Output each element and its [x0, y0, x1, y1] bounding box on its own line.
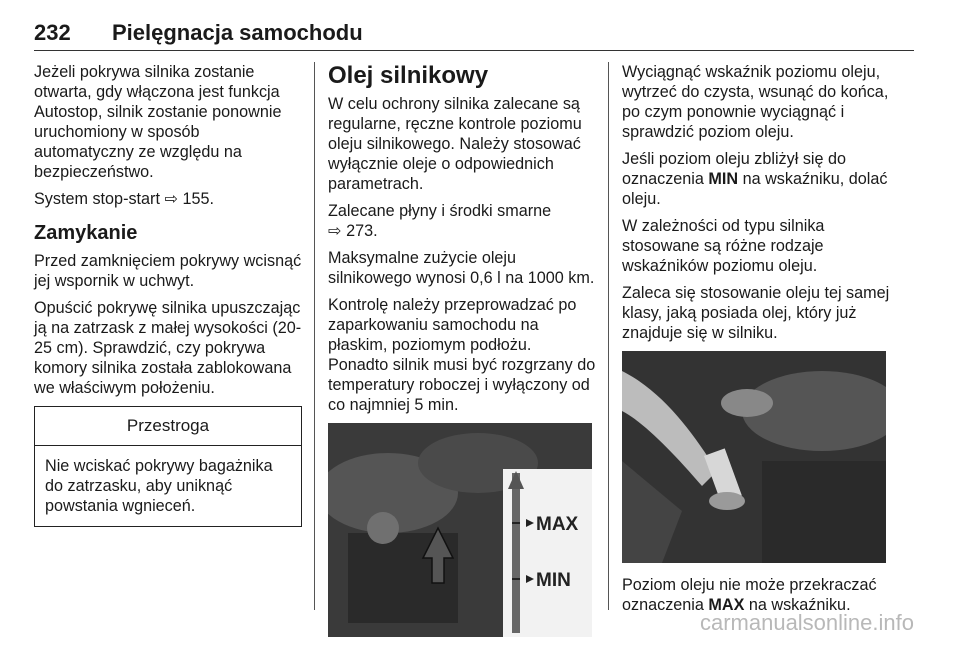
paragraph: Opuścić pokrywę silnika upuszczając ją na zatrzask z małej wysokości (20-25 cm). Sprawdzić, czy pokrywa komory silnika została zablokowana we właściwym położeniu. — [34, 299, 302, 397]
page-ref-icon: ⇨ — [328, 222, 342, 240]
paragraph: Poziom oleju nie może przekraczać oznaczenia MAX na wskaźniku. — [622, 576, 877, 614]
warning-box — [34, 406, 302, 527]
paragraph: W celu ochrony silnika zalecane są regularne, ręczne kontrole poziomu oleju silnikowego. Należy stosować wyłącznie oleje o odpowiednich parametrach. — [328, 95, 582, 193]
paragraph: Jeżeli pokrywa silnika zostanie otwarta, gdy włączona jest funkcja Autostop, silnik zostanie ponownie uruchomiony w sposób automatyczny ze względu na bezpieczeństwo. — [34, 63, 282, 181]
oil-filling-figure — [622, 351, 886, 563]
warning-text: Nie wciskać pokrywy bagażnika do zatrzasku, aby uniknąć powstania wgnieceń. — [45, 457, 273, 515]
page-ref-link[interactable]: 273. — [346, 222, 378, 240]
warning-title: Przestroga — [35, 407, 301, 446]
column-divider — [314, 62, 315, 610]
page-ref-link[interactable]: 155. — [182, 190, 215, 208]
section-title: Olej silnikowy — [328, 62, 489, 89]
chapter-title: Pielęgnacja samochodu — [112, 20, 363, 45]
min-mark: MIN — [708, 170, 739, 188]
column-divider — [608, 62, 609, 610]
column-3 — [622, 62, 890, 622]
column-2 — [328, 62, 596, 649]
paragraph: Wyciągnąć wskaźnik poziomu oleju, wytrzeć do czysta, wsunąć do końca, po czym ponownie wyciągnąć i sprawdzić poziom oleju. — [622, 63, 889, 141]
paragraph: Zaleca się stosowanie oleju tej samej klasy, jaką posiada olej, który już znajduje się w silniku. — [622, 284, 890, 342]
paragraph: Zalecane płyny i środki smarne ⇨ 273. — [328, 202, 552, 240]
min-label: MIN — [536, 570, 571, 591]
max-label: MAX — [536, 514, 579, 535]
engine-dipstick-illustration — [328, 423, 592, 637]
paragraph: Maksymalne zużycie oleju silnikowego wynosi 0,6 l na 1000 km. — [328, 249, 595, 287]
paragraph: Przed zamknięciem pokrywy wcisnąć jej wspornik w uchwyt. — [34, 252, 302, 290]
column-1 — [34, 62, 302, 527]
dipstick-figure — [328, 423, 592, 637]
page-number: 232 — [34, 20, 71, 45]
watermark: carmanualsonline.info — [699, 610, 914, 635]
paragraph: Jeśli poziom oleju zbliżył się do oznaczenia MIN na wskaźniku, dolać oleju. — [622, 150, 888, 208]
section-heading: Zamykanie — [34, 222, 138, 244]
oil-filling-illustration — [622, 351, 886, 563]
paragraph: System stop-start ⇨ 155. — [34, 190, 215, 208]
paragraph: Kontrolę należy przeprowadzać po zaparkowaniu samochodu na płaskim, poziomym podłożu. Ponadto silnik musi być rozgrzany do temperatury roboczej i wyłączony od co najmniej 5 min. — [328, 296, 596, 414]
page-ref-icon: ⇨ — [164, 190, 179, 208]
page-header — [34, 20, 914, 51]
max-mark: MAX — [708, 596, 745, 614]
paragraph: W zależności od typu silnika stosowane są różne rodzaje wskaźników poziomu oleju. — [622, 217, 825, 275]
